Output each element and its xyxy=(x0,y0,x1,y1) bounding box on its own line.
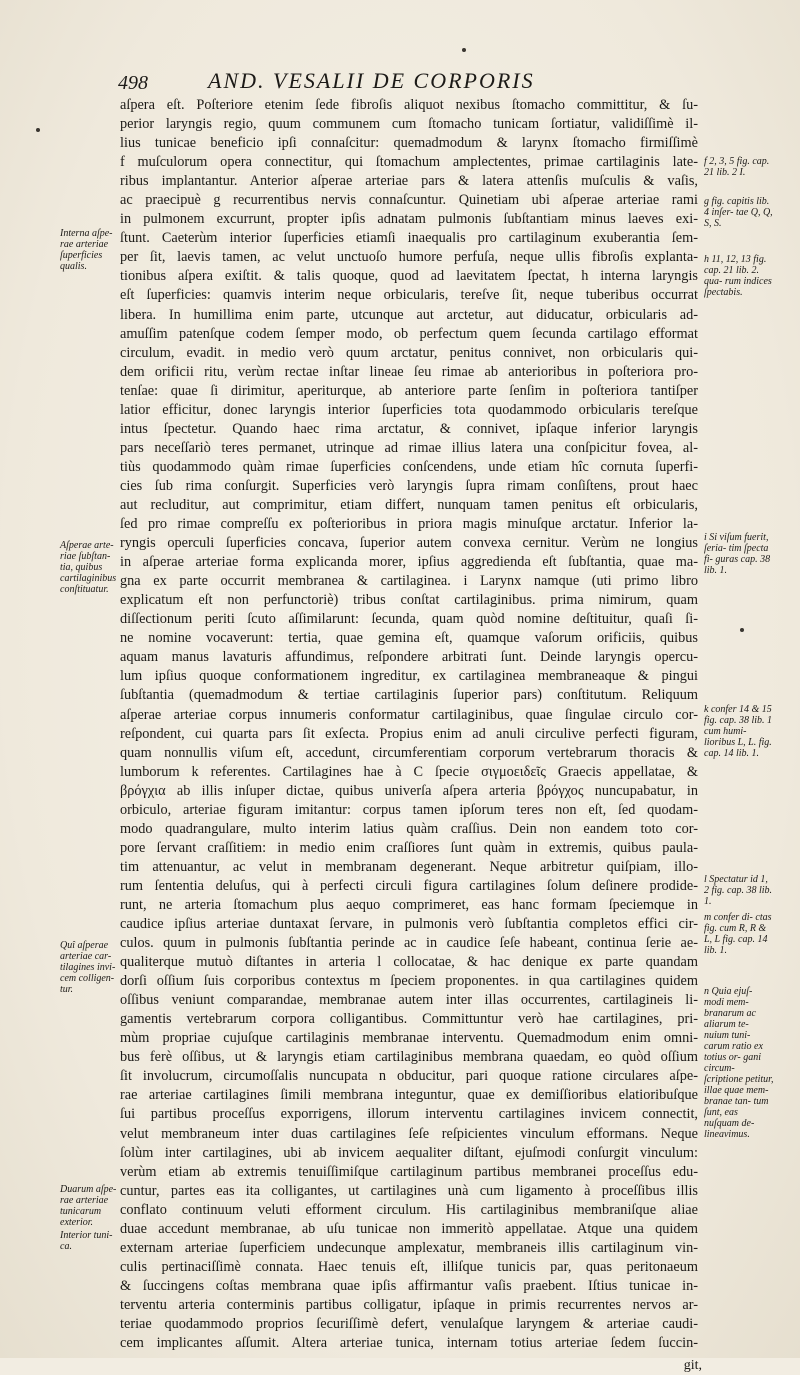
ink-dot xyxy=(740,628,744,632)
text-line: orbiculo, arteriae figuram imitantur: corpus tamen ipſorum teres non eſt, ſed quodam- xyxy=(120,801,698,818)
text-line: teriae quodammodo proprios ſecuriſſimè defert, venulaſque laryngem & arteriae caudi- xyxy=(120,1316,698,1332)
text-line: latior efficitur, donec laryngis interior ſuperficies tota quodammodo orbicularis tereſque xyxy=(120,401,698,418)
text-line: per ſit, laevis tamen, ac velut unctuoſo humore perfuſa, neque ullis fibroſis explanta- xyxy=(120,249,698,266)
text-line: culis pertinaciſſimè connata. Haec tenuis eſt, illiſque tunicis par, quas peritonaeum xyxy=(120,1258,698,1275)
catchword: git, xyxy=(683,1358,702,1374)
margin-note-right: n Quia ejuſ- modi mem- branarum ac aliarum te- nuium tuni- carum ratio ex totius or- gani circum- ſcriptione petitur, illae quae mem- branae tan- tum ſunt, eas nuſquam de- lineavimus. xyxy=(704,986,774,1140)
text-line: aſperae arteriae corpus innumeris conformatur cartilaginibus, quae ſingulae circulo cor- xyxy=(120,706,698,723)
text-line: intus ſpectetur. Quando haec rima arctatur, & connivet, ipſaque inferior laryngis xyxy=(120,420,698,437)
page-number: 498 xyxy=(118,72,148,94)
text-line: velut membraneum inter duas cartilagines ſeſe reſpicientes vinculum efformans. Neque xyxy=(120,1125,698,1142)
text-line: aut recluditur, aut comprimitur, etiam differt, nunquam tamen penitus eſt orbicularis, xyxy=(120,496,698,513)
text-line: qualiterque mutuò diſtantes in arteria l collocatae, & hac denique ex parte quandam xyxy=(120,954,698,971)
text-line: terventu arteria conterminis partibus colligatur, ipſaque in primis recurrentes nervos ar- xyxy=(120,1296,698,1313)
text-line: perior laryngis regio, quum communem cum ſtomacho tunicam ſortiatur, validiſſimè il- xyxy=(120,116,698,133)
text-line: aquam manus lavaturis affundimus, reſpondere arbitrati ſunt. Deinde laryngis opercu- xyxy=(120,649,698,666)
text-line: modo quadrangulare, multo interim latius quàm craſſius. Dein non eandem toto cor- xyxy=(120,820,698,837)
text-line: ſtunt. Caeterùm interior ſuperficies etiamſi inaequalis pro cartilaginum exuberantia ſem- xyxy=(120,230,698,247)
margin-note-right: h 11, 12, 13 fig. cap. 21 lib. 2. qua- rum indices ſpectabis. xyxy=(704,254,772,298)
margin-note-left: Interna aſpe- rae arteriae ſuperficies qualis. xyxy=(60,228,113,272)
page-header xyxy=(118,68,718,98)
text-line: lius tunicae beneficio ipſi connaſcitur: quemadmodum & larynx ſtomacho firmiſſimè xyxy=(120,135,698,152)
margin-note-left: Aſperae arte- riae ſubſtan- tia, quibus cartilaginibus conſtituatur. xyxy=(60,540,117,595)
ink-dot xyxy=(462,48,466,52)
text-line: in aſperae arteriae forma explicanda morer, ipſius aggredienda eſt ſubſtantia, quae ma- xyxy=(120,554,698,571)
text-line: tim attenuantur, ac velut in membranam degenerant. Neque arbitretur quiſpiam, illo- xyxy=(120,858,698,875)
text-line: cem implicantes aſſumit. Altera arteriae tunica, internam totius arteriae ſedem ſuccin- xyxy=(120,1335,698,1352)
text-line: βρόγχια ab illis inſuper dictae, quibus univerſa aſpera arteria βρόγχος nuncupabatur, in xyxy=(120,782,698,799)
text-line: ſed pro rimae compreſſu ex poſterioribus in priora magis minuſque arctatur. Inferior la- xyxy=(120,516,698,533)
margin-note-left: Duarum aſpe- rae arteriae tunicarum exterior. xyxy=(60,1184,117,1228)
text-line: tiùs quodammodo quàm rimae ſuperficies conſcendens, unde etiam hîc cornuta ſuperfi- xyxy=(120,458,698,475)
text-line: aſpera eſt. Poſteriore etenim ſede fibroſis aliquot nexibus ſtomacho committitur, & ſu- xyxy=(120,97,698,113)
text-line: circulum, evadit. in medio verò quum arctatur, penitus connivet, non orbicularis qui- xyxy=(120,344,698,361)
text-line: runt, ne arteria ſtomachum plus aequo comprimeret, eas hanc formam ſpeciemque in xyxy=(120,896,698,913)
margin-note-right: m confer di- ctas fig. cum R, R & L, L fig. cap. 14 lib. 1. xyxy=(704,912,772,956)
text-line: f muſculorum opera connectitur, qui ſtomachum amplectentes, primae cartilaginis late- xyxy=(120,154,698,171)
text-line: bus ferè oſſibus, ut & laryngis etiam cartilaginibus membrana quaedam, eo quòd oſſium xyxy=(120,1049,698,1066)
running-head: AND. VESALII DE CORPORIS xyxy=(208,68,535,93)
text-line: culos. quum in pulmonis ſubſtantia perinde ac in caudice ſeſe habeant, continua ſerie ae- xyxy=(120,935,698,952)
margin-note-right: k confer 14 & 15 fig. cap. 38 lib. 1 cum humi- lioribus L, L. fig. cap. 14 lib. 1. xyxy=(704,704,773,759)
text-line: ac praecipuè g recurrentibus nervis connaſcuntur. Quinetiam ubi aſperae arteriae rami xyxy=(120,192,698,209)
text-line: lumborum k referentes. Cartilagines hae à C ſpecie σιγμοειδεῖς Graecis appellatae, & xyxy=(120,763,698,780)
text-line: externam arteriae ſuperficiem undecunque amplexatur, membraneis illis cartilaginum vin- xyxy=(120,1239,698,1256)
margin-note-right: f 2, 3, 5 fig. cap. 21 lib. 2 I. xyxy=(704,156,770,178)
text-line: eſt ſuperficies: quamvis interim neque orbicularis, tereſve ſit, neque tuberibus occurrat xyxy=(120,287,698,304)
text-line: ne nomine vocaverunt: tertia, quae gemina eſt, quamque vaſorum orificiis, quibus xyxy=(120,630,698,647)
text-line: duae accedunt membranae, ab uſu tunicae non immeritò appellatae. Atque una quidem xyxy=(120,1220,698,1237)
margin-note-left: Quî aſperae arteriae car- tilagines invi- cem colligen- tur. xyxy=(60,940,116,995)
text-line: in pulmonem excurrunt, propter ipſis adnatam pulmonis ſubſtantiam minus laeves exi- xyxy=(120,211,698,228)
text-line: tionibus aſpera exiſtit. & talis quoque, quod ad laevitatem ſpectat, h interna laryngis xyxy=(120,268,698,285)
text-line: conflato continuum veluti efforment circulum. His cartilaginibus membraniſque aliae xyxy=(120,1201,698,1218)
margin-note-left: Interior tuni- ca. xyxy=(60,1230,113,1252)
text-line: & ſuccingens coſtas membrana quae ipſis affirmantur vaſis praebent. Iſtius tunicae in- xyxy=(120,1277,698,1294)
text-line: diſſectionum periti ſcuto aſſimilarunt: ſecunda, quam quòd nomine deſtituitur, quaſi ſi- xyxy=(120,611,698,628)
text-line: ribus implantantur. Anterior aſperae arteriae pars & latera attenſis muſculis & vaſis, xyxy=(120,173,698,190)
text-line: lum ipſius quoque conformationem ingreditur, ex cartilaginea membraneaque & pingui xyxy=(120,668,698,685)
main-text xyxy=(120,96,702,1374)
text-line: gna ex parte occurrit membranea & cartilaginea. i Larynx namque (uti primo libro xyxy=(120,573,698,590)
text-line: dem orificii ritu, verùm rectae inſtar lineae ſeu rimae ab anterioribus in poſteriora pro- xyxy=(120,363,698,380)
text-line: caudice ipſius arteriae duntaxat ſervare, in pulmonis verò ſubſtantia completos effici cir- xyxy=(120,916,698,933)
text-line: cies ſub rima conſurgit. Superficies verò laryngis ſupra rimam conſiſtens, prout haec xyxy=(120,477,698,494)
text-line: ſit involucrum, circumoſſalis nuncupata n obducitur, pari quoque ratione circulares aſpe- xyxy=(120,1068,698,1085)
text-line: reſpondent, cui quarta pars ſit exſecta. Propius enim ad anuli circulive perfecti figuram, xyxy=(120,725,698,742)
text-line: oſſibus veniunt comparandae, membranae autem inter illas occurrentes, cartilagineis li- xyxy=(120,992,698,1009)
text-line: explicatum eſt non perfunctoriè) tribus conſtat cartilaginibus. prima nimirum, quam xyxy=(120,592,698,609)
ink-dot xyxy=(36,128,40,132)
text-line: pore ſervant craſſitiem: in medio enim craſſiores ſunt quàm in extremis, quibus paula- xyxy=(120,839,698,856)
text-line: gamentis vertebrarum corpora colligantibus. Committuntur verò hae cartilagines, pri- xyxy=(120,1011,698,1028)
text-line: pars neceſſariò teres permanet, utrinque ad rimae illius latera una conſpicitur fovea, al- xyxy=(120,439,698,456)
text-line: ſolùm inter cartilagines, ubi ab invicem aequaliter diſtant, ejuſmodi conſurgit vinculum: xyxy=(120,1144,698,1161)
text-line: ſui partibus proceſſus exporrigens, illorum interventu cartilagines invicem connectit, xyxy=(120,1106,698,1123)
text-line: ſubſtantia (quemadmodum & tertiae cartilaginis ſuperior pars) conſtitutum. Reliquum xyxy=(120,687,698,704)
text-line: verùm etiam ab extremis tenuiſſimiſque cartilaginum partibus membranei proceſſus edu- xyxy=(120,1163,698,1180)
text-line: ryngis operculi ſuperficies concava, ſuperior autem convexa cernitur. Verùm ne longius xyxy=(120,535,698,552)
text-line: rae arteriae cartilagines ſimili membrana integuntur, quae ex demiſſioribus elatioribuſque xyxy=(120,1087,698,1104)
text-line: amuſſim patenſque codem ſemper modo, ob perfectum quem ſecunda cartilago efformat xyxy=(120,325,698,342)
text-line: dorſi oſſium ſuis corporibus contextus m ſpeciem proponentes. in qua cartilagines quidem xyxy=(120,973,698,990)
text-line: quam nonnullis viſum eſt, accedunt, circumferentiam corporum vertebrarum thoracis & xyxy=(120,744,698,761)
text-line: tenſae: quae ſi dirimitur, aperiturque, ab anteriore parte ſenſim in poſteriora tantiſper xyxy=(120,382,698,399)
text-line: mùm propriae cujuſque cartilaginis membranae interventu. Quemadmodum enim omni- xyxy=(120,1030,698,1047)
text-line: rum ſententia deluſus, qui à perfecti circuli figura cartilagines ſolum deſinere prodide- xyxy=(120,877,698,894)
text-line: libera. In humillima enim parte, utcunque aut arctetur, aut diducatur, orbicularis ad- xyxy=(120,306,698,323)
text-line: cuntur, partes eas ita colligantes, ut cartilagines unà cum ligamento à proceſſibus illis xyxy=(120,1182,698,1199)
margin-note-right: i Si viſum fuerit, ſeria- tim ſpecta fi- guras cap. 38 lib. 1. xyxy=(704,532,771,576)
margin-note-right: g fig. capitis lib. 4 inſer- tae Q, Q, S, S. xyxy=(704,196,773,229)
margin-note-right: l Spectatur id 1, 2 fig. cap. 38 lib. 1. xyxy=(704,874,773,907)
